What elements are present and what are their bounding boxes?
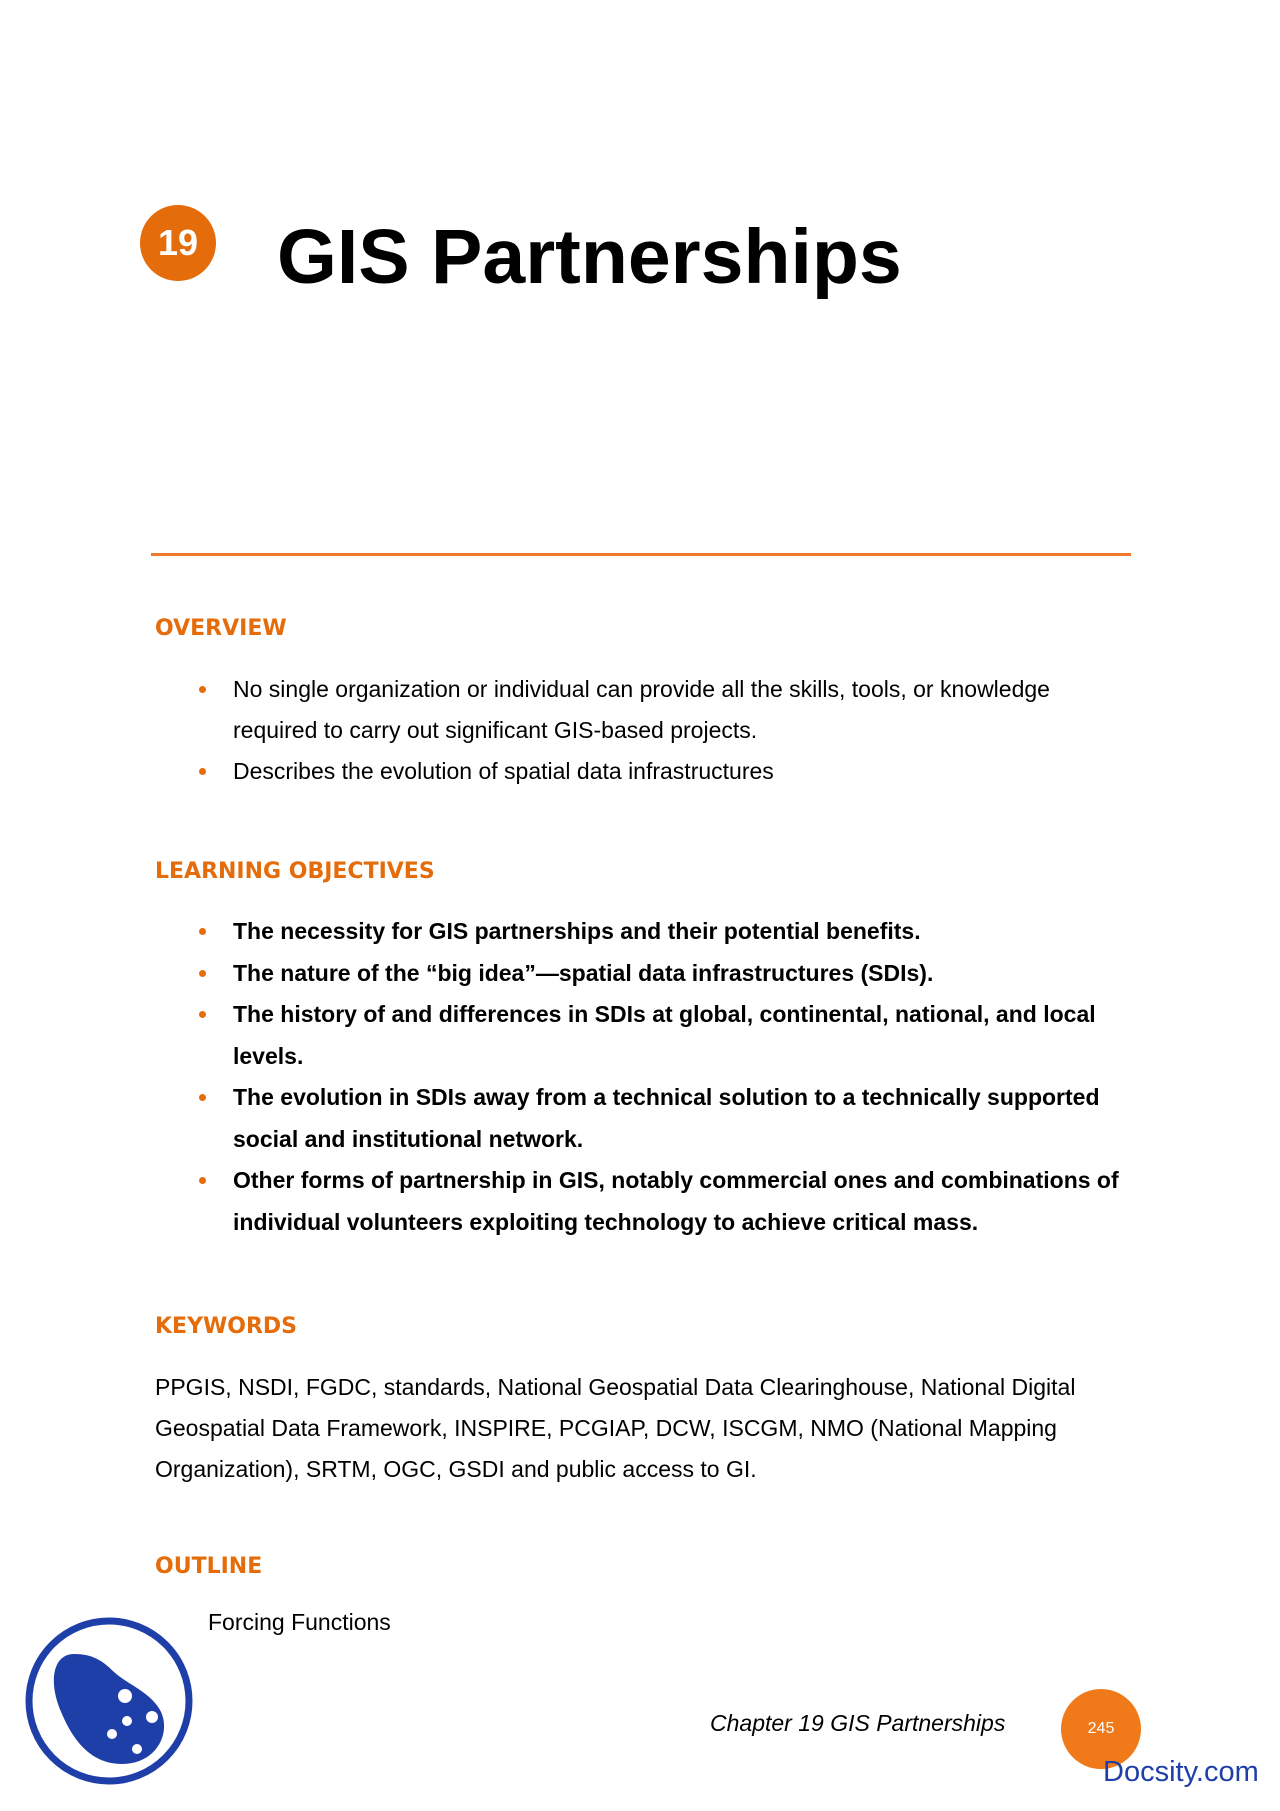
outline-item: Forcing Functions [208, 1609, 391, 1635]
objective-item [155, 953, 1135, 995]
learning-objectives-heading: LEARNING OBJECTIVES [155, 859, 435, 884]
title-divider [151, 553, 1131, 556]
bullet-icon [199, 928, 206, 935]
overview-heading: OVERVIEW [155, 616, 287, 641]
chapter-title: GIS Partnerships [277, 214, 902, 300]
page-number-badge: 245 [1061, 1689, 1141, 1769]
objective-item [155, 1160, 1135, 1243]
bullet-icon [199, 1177, 206, 1184]
overview-item [155, 751, 1135, 792]
objective-item [155, 994, 1135, 1077]
outline-heading: OUTLINE [155, 1554, 263, 1579]
learning-objectives-list [155, 911, 1135, 1243]
running-footer-title: Chapter 19 GIS Partnerships [710, 1710, 1006, 1736]
docsity-watermark[interactable]: Docsity.com [1103, 1756, 1259, 1788]
bullet-icon [199, 1094, 206, 1101]
objective-item [155, 1077, 1135, 1160]
overview-item-text: Describes the evolution of spatial data infrastructures [233, 758, 774, 784]
objective-item-text: The nature of the “big idea”—spatial data infrastructures (SDIs). [233, 959, 934, 986]
bullet-icon [199, 970, 206, 977]
keywords-heading: KEYWORDS [155, 1314, 298, 1339]
overview-item [155, 669, 1135, 751]
objective-item-text: The necessity for GIS partnerships and their potential benefits. [233, 918, 921, 944]
objective-item [155, 911, 1135, 953]
bullet-icon [199, 768, 206, 775]
chapter-number-badge: 19 [140, 205, 216, 281]
bullet-icon [199, 1011, 206, 1018]
bullet-icon [199, 686, 206, 693]
overview-list [155, 669, 1135, 792]
keywords-text: PPGIS, NSDI, FGDC, standards, National Geospatial Data Clearinghouse, National Digital Geospatial Data Framework, INSPIRE, PCGIAP, DCW, ISCGM, NMO (National Mapping Organization), SRTM, OGC, GSDI and public access to GI. [155, 1374, 1076, 1482]
overview-item-text: No single organization or individual can provide all the skills, tools, or knowledge required to carry out significant GIS-based projects. [233, 676, 1050, 743]
docsity-logo-icon[interactable] [22, 1614, 196, 1788]
objective-item-text: Other forms of partnership in GIS, notably commercial ones and combinations of individual volunteers exploiting technology to achieve critical mass. [233, 1167, 1119, 1235]
objective-item-text: The evolution in SDIs away from a technical solution to a technically supported social and institutional network. [233, 1084, 1100, 1152]
objective-item-text: The history of and differences in SDIs at global, continental, national, and local levels. [233, 1001, 1096, 1069]
